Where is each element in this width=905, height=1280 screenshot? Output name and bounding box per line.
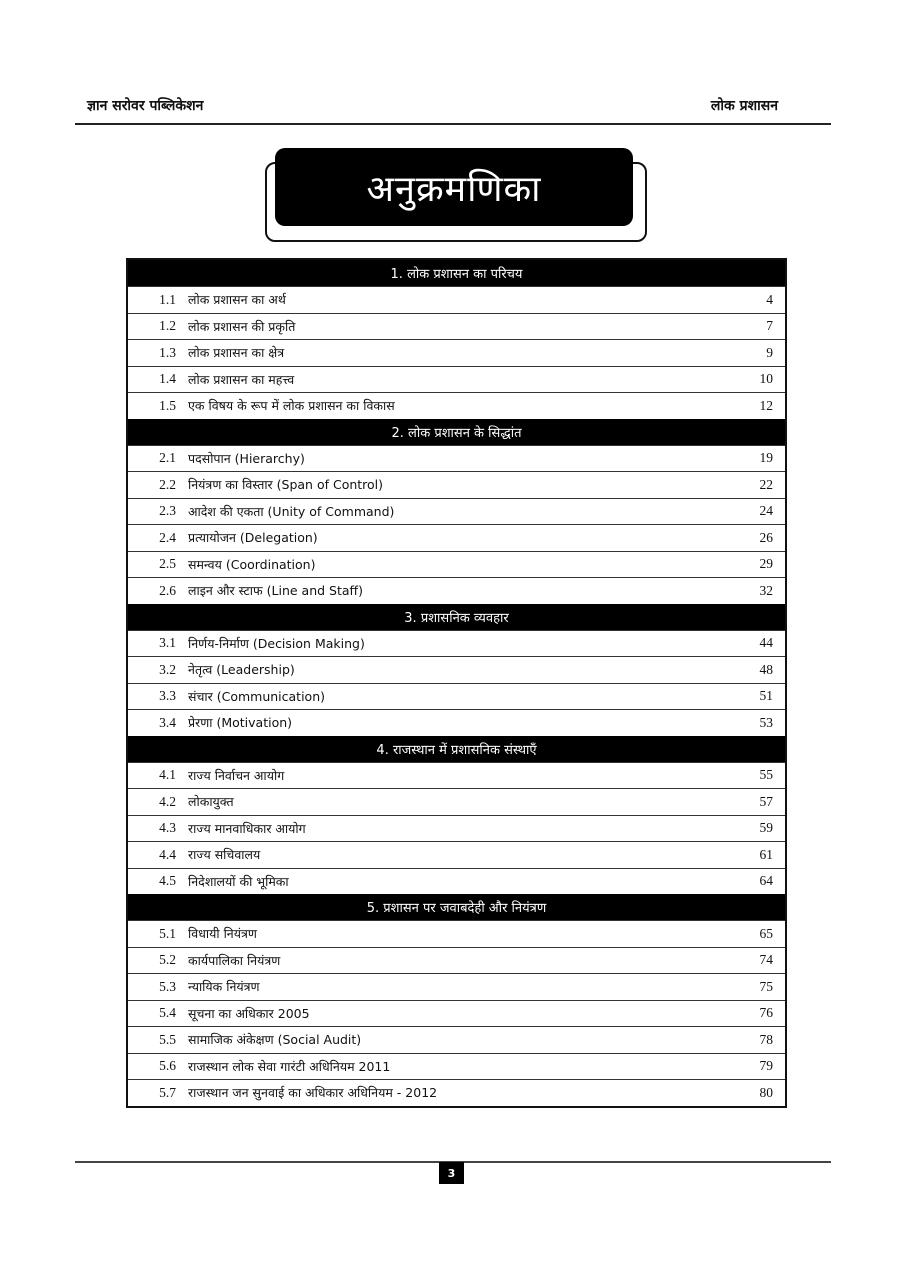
entry-title: पदसोपान (Hierarchy) xyxy=(188,445,713,472)
header-divider xyxy=(75,123,831,125)
toc-entry-row xyxy=(128,657,785,684)
section-heading: 5. प्रशासन पर जवाबदेही और नियंत्रण xyxy=(128,894,785,921)
toc-entry-row xyxy=(128,393,785,419)
entry-number: 3.1 xyxy=(128,630,188,657)
toc-entry-row xyxy=(128,789,785,816)
entry-number: 4.5 xyxy=(128,868,188,894)
entry-page-number: 64 xyxy=(713,868,785,894)
toc-entry-row xyxy=(128,313,785,340)
entry-number: 4.1 xyxy=(128,762,188,789)
entry-title: एक विषय के रूप में लोक प्रशासन का विकास xyxy=(188,393,713,419)
entry-page-number: 9 xyxy=(713,340,785,367)
entry-page-number: 4 xyxy=(713,287,785,314)
entry-page-number: 51 xyxy=(713,683,785,710)
entry-number: 2.2 xyxy=(128,472,188,499)
entry-page-number: 32 xyxy=(713,578,785,604)
entry-page-number: 26 xyxy=(713,525,785,552)
section-heading: 2. लोक प्रशासन के सिद्धांत xyxy=(128,419,785,446)
toc-entry-row xyxy=(128,815,785,842)
entry-page-number: 55 xyxy=(713,762,785,789)
entry-title: राज्य सचिवालय xyxy=(188,842,713,869)
entry-number: 2.6 xyxy=(128,578,188,604)
entry-title: सूचना का अधिकार 2005 xyxy=(188,1000,713,1027)
toc-entry-row xyxy=(128,630,785,657)
entry-number: 1.2 xyxy=(128,313,188,340)
entry-number: 2.4 xyxy=(128,525,188,552)
entry-title: आदेश की एकता (Unity of Command) xyxy=(188,498,713,525)
entry-page-number: 59 xyxy=(713,815,785,842)
page-number: 3 xyxy=(439,1162,464,1184)
toc-entry-row xyxy=(128,472,785,499)
entry-title: समन्वय (Coordination) xyxy=(188,551,713,578)
entry-page-number: 29 xyxy=(713,551,785,578)
entry-title: संचार (Communication) xyxy=(188,683,713,710)
entry-number: 1.4 xyxy=(128,366,188,393)
toc-entry-row xyxy=(128,1053,785,1080)
page-header xyxy=(75,96,830,124)
entry-page-number: 10 xyxy=(713,366,785,393)
toc-entry-row xyxy=(128,366,785,393)
toc-entry-row xyxy=(128,762,785,789)
toc-entry-row xyxy=(128,525,785,552)
section-heading-row xyxy=(128,419,785,446)
entry-number: 1.3 xyxy=(128,340,188,367)
entry-title: सामाजिक अंकेक्षण (Social Audit) xyxy=(188,1027,713,1054)
toc-entry-row xyxy=(128,498,785,525)
entry-title: लोक प्रशासन की प्रकृति xyxy=(188,313,713,340)
entry-page-number: 61 xyxy=(713,842,785,869)
toc-entry-row xyxy=(128,683,785,710)
entry-title: लोक प्रशासन का क्षेत्र xyxy=(188,340,713,367)
entry-number: 2.3 xyxy=(128,498,188,525)
entry-number: 4.3 xyxy=(128,815,188,842)
section-heading-row xyxy=(128,604,785,631)
entry-number: 5.3 xyxy=(128,974,188,1001)
section-heading-row xyxy=(128,736,785,763)
entry-title: निर्णय-निर्माण (Decision Making) xyxy=(188,630,713,657)
publisher-name: ज्ञान सरोवर पब्लिकेशन xyxy=(87,98,204,114)
entry-title: कार्यपालिका नियंत्रण xyxy=(188,947,713,974)
entry-number: 2.5 xyxy=(128,551,188,578)
entry-number: 1.5 xyxy=(128,393,188,419)
entry-number: 5.7 xyxy=(128,1080,188,1106)
entry-page-number: 24 xyxy=(713,498,785,525)
entry-number: 5.1 xyxy=(128,921,188,948)
section-heading: 4. राजस्थान में प्रशासनिक संस्थाएँ xyxy=(128,736,785,763)
entry-page-number: 80 xyxy=(713,1080,785,1106)
entry-title: लोक प्रशासन का महत्त्व xyxy=(188,366,713,393)
toc-entry-row xyxy=(128,710,785,736)
entry-title: निदेशालयों की भूमिका xyxy=(188,868,713,894)
toc-entry-row xyxy=(128,340,785,367)
toc-entry-row xyxy=(128,974,785,1001)
toc-entry-row xyxy=(128,947,785,974)
entry-title: लोकायुक्त xyxy=(188,789,713,816)
entry-page-number: 57 xyxy=(713,789,785,816)
entry-number: 4.4 xyxy=(128,842,188,869)
subject-name: लोक प्रशासन xyxy=(710,98,778,114)
entry-title: प्रत्यायोजन (Delegation) xyxy=(188,525,713,552)
table-of-contents xyxy=(126,258,787,1108)
entry-number: 5.5 xyxy=(128,1027,188,1054)
entry-page-number: 7 xyxy=(713,313,785,340)
toc-entry-row xyxy=(128,842,785,869)
section-heading: 1. लोक प्रशासन का परिचय xyxy=(128,260,785,287)
entry-title: न्यायिक नियंत्रण xyxy=(188,974,713,1001)
entry-page-number: 48 xyxy=(713,657,785,684)
entry-number: 5.6 xyxy=(128,1053,188,1080)
entry-number: 5.4 xyxy=(128,1000,188,1027)
entry-title: विधायी नियंत्रण xyxy=(188,921,713,948)
entry-title: राजस्थान जन सुनवाई का अधिकार अधिनियम - 2012 xyxy=(188,1080,713,1106)
toc-entry-row xyxy=(128,1000,785,1027)
toc-entry-row xyxy=(128,1080,785,1106)
entry-page-number: 12 xyxy=(713,393,785,419)
entry-page-number: 22 xyxy=(713,472,785,499)
entry-page-number: 53 xyxy=(713,710,785,736)
entry-number: 3.4 xyxy=(128,710,188,736)
section-heading-row xyxy=(128,260,785,287)
toc-entry-row xyxy=(128,921,785,948)
entry-page-number: 44 xyxy=(713,630,785,657)
entry-page-number: 74 xyxy=(713,947,785,974)
entry-title: नियंत्रण का विस्तार (Span of Control) xyxy=(188,472,713,499)
entry-title: लाइन और स्टाफ (Line and Staff) xyxy=(188,578,713,604)
entry-page-number: 76 xyxy=(713,1000,785,1027)
toc-entry-row xyxy=(128,1027,785,1054)
entry-page-number: 75 xyxy=(713,974,785,1001)
toc-entry-row xyxy=(128,578,785,604)
entry-page-number: 19 xyxy=(713,445,785,472)
section-heading-row xyxy=(128,894,785,921)
entry-number: 5.2 xyxy=(128,947,188,974)
entry-number: 2.1 xyxy=(128,445,188,472)
section-heading: 3. प्रशासनिक व्यवहार xyxy=(128,604,785,631)
toc-entry-row xyxy=(128,868,785,894)
toc-entry-row xyxy=(128,445,785,472)
entry-title: राज्य मानवाधिकार आयोग xyxy=(188,815,713,842)
entry-title: राजस्थान लोक सेवा गारंटी अधिनियम 2011 xyxy=(188,1053,713,1080)
toc-entry-row xyxy=(128,551,785,578)
entry-page-number: 78 xyxy=(713,1027,785,1054)
entry-number: 4.2 xyxy=(128,789,188,816)
entry-number: 3.2 xyxy=(128,657,188,684)
entry-title: लोक प्रशासन का अर्थ xyxy=(188,287,713,314)
page-title: अनुक्रमणिका xyxy=(366,168,542,210)
entry-title: प्रेरणा (Motivation) xyxy=(188,710,713,736)
title-banner xyxy=(265,148,645,240)
toc-entry-row xyxy=(128,287,785,314)
entry-title: नेतृत्व (Leadership) xyxy=(188,657,713,684)
entry-page-number: 79 xyxy=(713,1053,785,1080)
entry-title: राज्य निर्वाचन आयोग xyxy=(188,762,713,789)
title-banner-box xyxy=(275,148,633,226)
entry-page-number: 65 xyxy=(713,921,785,948)
entry-number: 1.1 xyxy=(128,287,188,314)
entry-number: 3.3 xyxy=(128,683,188,710)
